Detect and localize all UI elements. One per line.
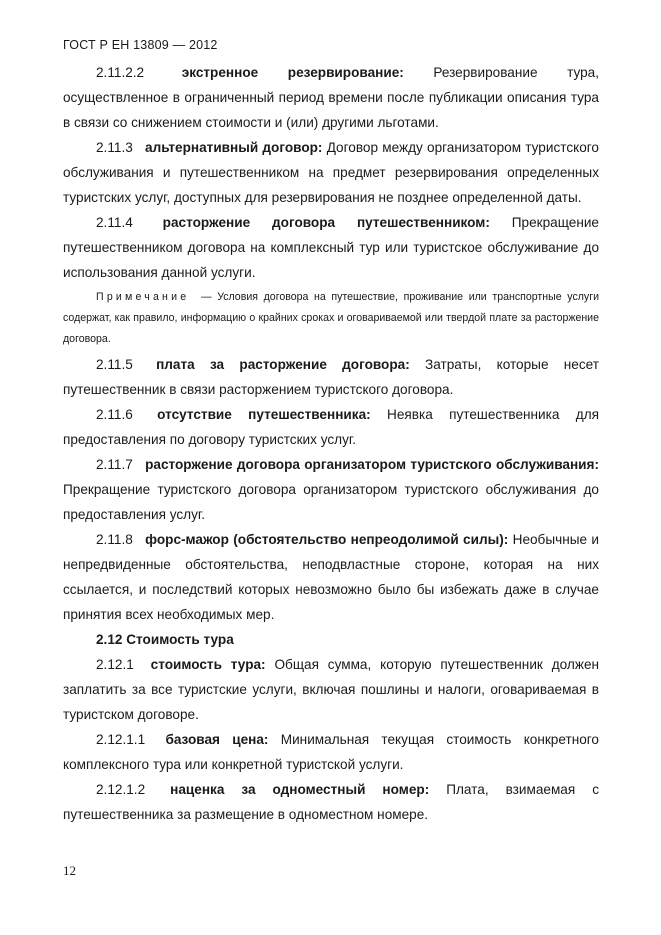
definition-text: Неявка путешественника для предоставления по договору туристских услуг. [63,407,600,447]
definition-text: Необычные и непредвиденные обстоятельства, неподвластные стороне, которая на них ссылается, и последствий которых невозможно было бы избежать даже в случае принятия всех необходимых мер. [63,532,599,622]
definition-text: Прекращение туристского договора организатором туристского обслуживания до предоставления услуг. [63,482,599,522]
clause-number: 2.11.2.2 [96,65,145,80]
definition-text: Общая сумма, которую путешественник должен заплатить за все туристские услуги, включая пошлины и налоги, оговариваемая в туристском договоре. [63,657,600,722]
term: экстренное резервирование: [181,65,404,80]
note [63,285,599,352]
term: базовая цена: [165,732,269,747]
term: стоимость тура: [150,657,266,672]
clause-number: 2.11.4 [96,215,133,230]
note-text: — Условия договора на путешествие, проживание или транспортные услуги содержат, как правило, информацию о крайних сроках и оговариваемой или твердой плате за расторжение договора. [63,291,599,345]
section-heading-2-12: 2.12 Стоимость тура [96,632,234,647]
clause-number: 2.11.5 [96,357,133,372]
term: плата за расторжение договора: [156,357,410,372]
definition-text: Минимальная текущая стоимость конкретного комплексного тура или конкретной туристской услуги. [63,732,599,772]
note-label: Примечание [96,291,190,303]
definition-2-12-1-1 [63,727,599,777]
clause-number: 2.12.1 [96,657,134,672]
clause-number: 2.11.7 [96,457,133,472]
definition-2-11-4 [63,210,599,285]
definition-2-11-3 [63,135,599,210]
clause-number: 2.11.8 [96,532,133,547]
clause-number: 2.11.6 [96,407,133,422]
definition-text: Затраты, которые несет путешественник в связи расторжением туристского договора. [63,357,599,397]
clause-number: 2.11.3 [96,140,133,155]
term: отсутствие путешественника: [157,407,371,422]
clause-number: 2.12.1.2 [96,782,146,797]
term: альтернативный договор: [145,140,323,155]
definition-text: Договор между организатором туристского обслуживания и путешественником на предмет резервирования определенных туристских услуг, доступных для резервирования не позднее определенной даты. [63,140,599,205]
definition-2-11-2-2 [63,60,599,135]
term: расторжение договора путешественником: [162,215,490,230]
clause-number: 2.12.1.1 [96,732,146,747]
term: расторжение договора организатором туристского обслуживания: [145,457,599,472]
document-body [63,60,599,827]
definition-2-12-1 [63,652,599,727]
definition-2-11-8 [63,527,599,627]
definition-2-11-5 [63,352,599,402]
standard-header: ГОСТ Р ЕН 13809 — 2012 [63,38,218,52]
definition-text: Прекращение путешественником договора на комплексный тур или туристское обслуживание до использования данной услуги. [63,215,599,280]
definition-2-11-6 [63,402,599,452]
definition-2-11-7 [63,452,599,527]
page-number: 12 [63,863,76,878]
definition-text: Плата, взимаемая с путешественника за размещение в одноместном номере. [63,782,599,822]
definition-text: Резервирование тура, осуществленное в ограниченный период времени после публикации описания тура в связи со снижением стоимости и (или) другими льготами. [63,65,600,130]
definition-2-12-1-2 [63,777,599,827]
term: форс-мажор (обстоятельство непреодолимой силы): [145,532,509,547]
term: наценка за одноместный номер: [170,782,430,797]
